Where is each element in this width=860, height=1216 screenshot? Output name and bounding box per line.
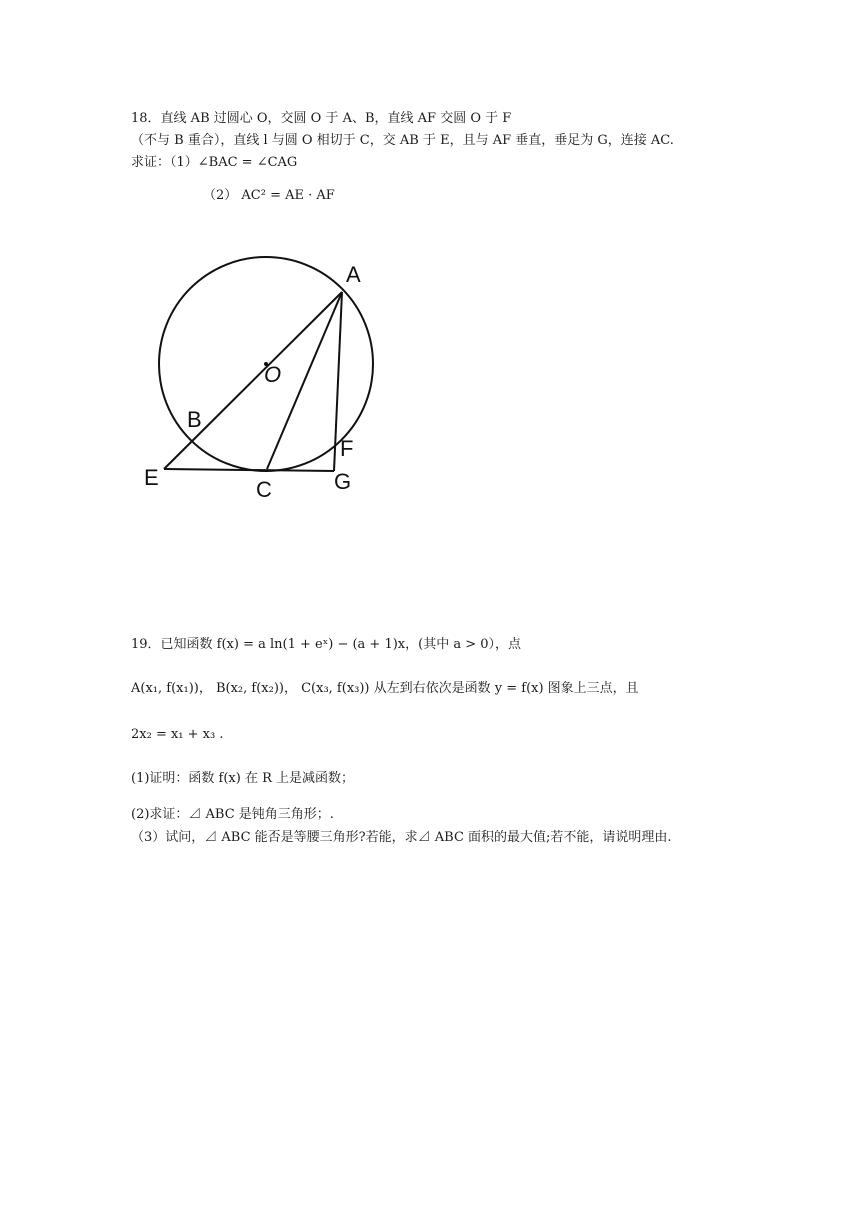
q19-line-3: 2x₂ = x₁ + x₃ .: [131, 727, 224, 742]
q18-line-3: 求证：（1）∠BAC = ∠CAG: [131, 155, 298, 170]
label-c: C: [256, 477, 272, 500]
label-g: G: [334, 469, 352, 494]
label-o: O: [264, 362, 282, 387]
tangent-line-eg: [164, 469, 334, 471]
label-f: F: [340, 436, 354, 461]
q18-line-4: （2） AC² = AE · AF: [203, 188, 335, 203]
q19-part-1: (1)证明：函数 f(x) 在 R 上是减函数；: [131, 771, 355, 786]
q19-line-2: A(x₁, f(x₁))， B(x₂, f(x₂))， C(x₃, f(x₃)) 从左到右依次是函数 y = f(x) 图象上三点，且: [131, 681, 639, 696]
q19-part-2: (2)求证：⊿ ABC 是钝角三角形；.: [131, 807, 334, 822]
label-b: B: [187, 407, 202, 432]
line-ae: [164, 292, 342, 469]
q19-part-3: （3）试问，⊿ ABC 能否是等腰三角形?若能，求⊿ ABC 面积的最大值;若不能，请说明理由.: [131, 830, 672, 845]
q18-line-1: 18．直线 AB 过圆心 O，交圆 O 于 A、B，直线 AF 交圆 O 于 F: [131, 111, 512, 126]
label-a: A: [346, 262, 361, 287]
q18-line-2: （不与 B 重合），直线 l 与圆 O 相切于 C，交 AB 于 E，且与 AF 垂直，垂足为 G，连接 AC.: [131, 133, 674, 148]
q19-line-1: 19．已知函数 f(x) = a ln(1 + eˣ) − (a + 1)x，(其中 a > 0），点: [131, 637, 522, 652]
geometry-figure: [130, 240, 390, 500]
label-e: E: [144, 465, 159, 490]
